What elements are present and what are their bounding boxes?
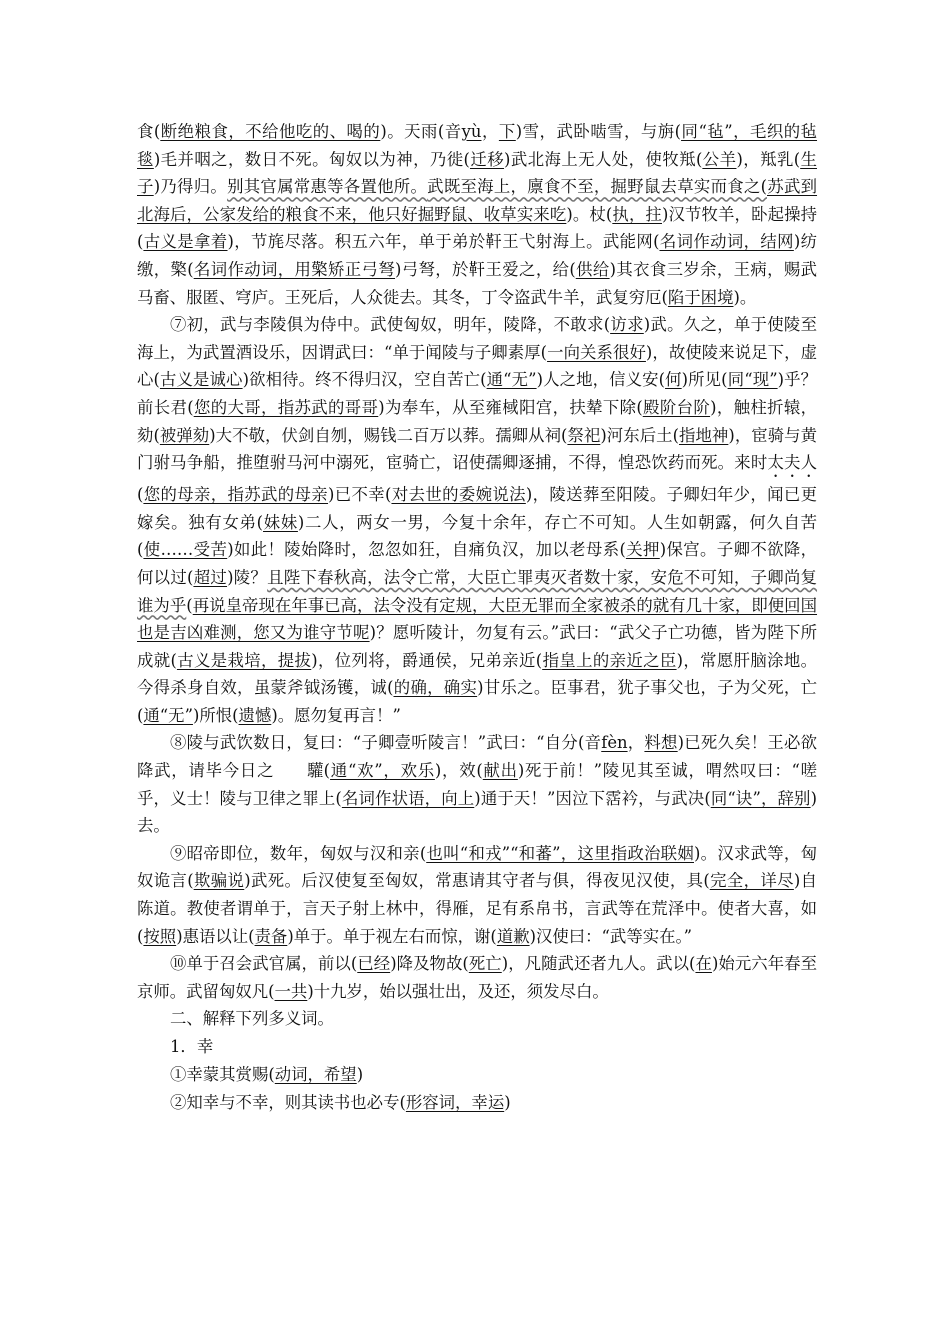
passage-text: )汉使曰：“武等实在。” <box>529 926 693 946</box>
passage-text: )陵？ <box>227 567 268 587</box>
passage-text: ， <box>481 122 499 141</box>
passage-text: )，凡随武还者九人。武以( <box>501 954 696 974</box>
gloss-note: 妹妹 <box>263 512 298 532</box>
gloss-note: 通“无” <box>486 370 537 390</box>
example-text: ②知幸与不幸，则其读书也必专( <box>170 1093 406 1113</box>
gloss-note: 名词作动词，用檠矫正弓弩 <box>193 259 396 279</box>
passage-text: )。杖( <box>566 204 613 224</box>
passage-text: )，常愿肝脑涂地。今得杀身自效，虽蒙斧钺汤镬，诚( <box>137 650 817 698</box>
passage-text: ( <box>137 485 144 505</box>
passage-text: )，宦骑与黄门驸马争船，推堕驸马河中溺死，宦骑亡，诏使孺卿逐捕，不得，惶恐饮药而死。来时 <box>137 425 817 473</box>
passage-text: )，效( <box>434 761 483 781</box>
gloss-note: 古义是拿着 <box>143 232 228 252</box>
section-heading: 二、解释下列多义词。 <box>170 1009 334 1029</box>
gloss-note: 被弹劾 <box>159 425 210 445</box>
gloss-note: 的确，确实 <box>393 678 478 698</box>
gloss-note: 超过 <box>193 567 228 587</box>
emphasized-term: 太夫人 <box>767 453 818 473</box>
passage-text: ⑧陵与武饮数日，复曰：“子卿壹听陵言！”武曰：“自分(音 <box>170 733 602 753</box>
passage-text: ⑨昭帝即位，数年，匈奴与汉和亲( <box>170 843 427 863</box>
passage-text: ( <box>186 595 193 615</box>
passage-text: )，羝乳( <box>736 149 801 169</box>
vocab-example-1 <box>137 1061 817 1089</box>
example-note: 形容词，幸运 <box>405 1093 505 1113</box>
passage-text: )毛并咽之，数日不死。匈奴以为神，乃徙( <box>153 149 470 169</box>
gloss-note: 您的大哥，指苏武的哥哥 <box>193 397 379 417</box>
paragraph-9 <box>137 840 817 950</box>
key-sentence: 武既至海上，廪食不至，掘野鼠去草实而食之( <box>427 177 767 197</box>
gloss-note: 道歉 <box>496 926 530 946</box>
key-sentence: 且陛下春秋高，法令亡常，大臣亡罪夷灭者数十家，安危不可知，子卿尚复谁为乎 <box>137 567 818 615</box>
passage-text: )纺缴，檠( <box>137 232 817 279</box>
vocab-item-title: 1．幸 <box>170 1037 214 1057</box>
gloss-note: 访求 <box>610 315 644 335</box>
passage-text: )惠语以让( <box>176 926 255 946</box>
gloss-note: 迁移 <box>469 149 505 169</box>
passage-text: )死于前！”陵见其至诚，喟然叹曰：“嗟乎，义士！陵与卫律之罪上( <box>137 761 818 808</box>
passage-text: )乎？前长君( <box>137 370 818 417</box>
passage-text: )去。 <box>137 788 818 836</box>
page-content <box>137 118 817 1117</box>
passage-text: )保宫。子卿不欲降，何以过( <box>137 540 818 587</box>
paragraph-10 <box>137 950 817 1005</box>
passage-text: )雪，武卧啮雪，与旃( <box>515 122 682 141</box>
paragraph-6-continued <box>137 118 817 311</box>
gloss-note: 欺骗说 <box>193 871 245 891</box>
passage-text: )武死。后汉使复至匈奴，常惠请其守者与俱，得夜见汉使，具( <box>244 871 710 891</box>
gloss-note: 通“无” <box>143 705 193 725</box>
gloss-note: fèn <box>601 733 628 753</box>
passage-text: )如此！陵始降时，忽忽如狂，自痛负汉，加以老母系( <box>227 540 626 560</box>
passage-text: )大不敬，伏剑自刎，赐钱二百万以葬。孺卿从祠( <box>209 425 568 445</box>
gloss-note: 完全，详尽 <box>709 871 794 891</box>
gloss-note: 通“欢”，欢乐 <box>330 761 435 781</box>
gloss-note: 按照 <box>143 926 177 946</box>
passage-text: )河东后土( <box>600 425 679 445</box>
gloss-note: 执，拄 <box>612 204 662 224</box>
passage-text: )始元六年春至京师。武留匈奴凡( <box>137 954 817 1001</box>
passage-text: )。天雨(音 <box>380 122 462 141</box>
passage-text: )为奉车，从至雍棫阳宫，扶辇下除( <box>378 397 643 417</box>
gloss-note: 同“现” <box>727 370 778 390</box>
passage-text: ⑩单于召会武官属，前以( <box>170 954 358 974</box>
gloss-note: 您的母亲，指苏武的母亲 <box>143 485 329 505</box>
gloss-note: 死亡 <box>468 954 502 974</box>
gloss-note: 殿阶台阶 <box>642 397 711 417</box>
gloss-note: 祭祀 <box>567 425 601 445</box>
passage-text: )武北海上无人处，使牧羝( <box>504 149 703 169</box>
paragraph-7 <box>137 311 817 729</box>
gloss-note: 名词作状语，向上 <box>341 788 475 808</box>
example-text: ①幸蒙其赏赐( <box>170 1065 275 1085</box>
gloss-note: 责备 <box>254 926 288 946</box>
passage-text: )，陵送葬至阳陵。子卿妇年少，闻已更嫁矣。独有女弟( <box>137 485 817 532</box>
example-close: ) <box>504 1093 511 1113</box>
passage-text: )乃得归。 <box>153 177 228 197</box>
vocab-example-2 <box>137 1089 817 1117</box>
gloss-note: 献出 <box>482 761 518 781</box>
gloss-note: 古义是栽培，提拔 <box>176 650 312 670</box>
passage-text: )所恨( <box>192 705 239 725</box>
passage-text: )，触柱折辕，劾( <box>137 397 817 445</box>
passage-text: )已死久矣！王必欲降武，请毕今日之 <box>137 733 817 781</box>
passage-text: )？愿听陵计，勿复有云。”武曰：“武父子亡功德，皆为陛下所成就( <box>137 623 817 670</box>
gloss-note: 遗憾 <box>238 705 272 725</box>
gloss-note: 再说皇帝现在年事已高，法令没有定规，大臣无罪而全家被杀的就有几十家，即便回国也是吉凶难测，您又为谁守节呢 <box>137 595 818 643</box>
passage-text: )。 <box>733 287 757 307</box>
passage-text: )。愿勿复再言！” <box>271 705 401 725</box>
gloss-note: 下 <box>498 122 516 141</box>
gloss-note: 公羊 <box>702 149 737 169</box>
gloss-note: 也叫“和戎”“和蕃”，这里指政治联姻 <box>426 843 694 863</box>
gloss-note: 供给 <box>575 259 610 279</box>
passage-text: ( <box>323 761 331 781</box>
gloss-note: 料想 <box>644 733 678 753</box>
gloss-note: 在 <box>695 954 712 974</box>
gloss-note: 生子 <box>137 149 818 197</box>
gloss-note: 断绝粮食，不给他吃的、喝的 <box>160 122 381 141</box>
passage-text: )自陈道。教使者谓单于，言天子射上林中，得雁，足有系帛书，言武等在荒泽中。使者大喜，如( <box>137 871 818 946</box>
passage-text: 食( <box>137 122 161 141</box>
passage-text: )已不幸( <box>328 485 392 505</box>
gloss-note: 已经 <box>357 954 391 974</box>
gloss-note: 使……受苦 <box>143 540 228 560</box>
gloss-note: 一共 <box>274 981 308 1001</box>
passage-text: )其衣食三岁余，王病，赐武马畜、服匿、穹庐。王死后，人众徙去。其冬，丁令盗武牛羊，武复穷厄( <box>137 259 818 307</box>
gloss-note: 对去世的委婉说法 <box>391 485 526 505</box>
example-note: 动词，希望 <box>274 1065 357 1085</box>
variant-character: 驩 <box>307 761 324 781</box>
gloss-note: 指地神 <box>678 425 729 445</box>
gloss-note: 指皇上的亲近之臣 <box>542 650 677 670</box>
passage-text: )，位列将，爵通侯，兄弟亲近( <box>311 650 543 670</box>
passage-text: )，故使陵来说足下，虚心( <box>137 342 817 390</box>
passage-text: )，节旄尽落。积五六年，单于弟於靬王弋射海上。武能网( <box>227 232 660 252</box>
passage-text: )汉节牧羊，卧起操持( <box>137 204 818 252</box>
paragraph-8 <box>137 729 817 839</box>
passage-text: ⑦初，武与李陵俱为侍中。武使匈奴，明年，陵降，不敢求( <box>170 315 611 335</box>
passage-text: ， <box>627 733 645 753</box>
gloss-note: 陷于困境 <box>667 287 734 307</box>
passage-text: )弓弩，於靬王爱之，给( <box>395 259 576 279</box>
passage-text: )降及物故( <box>390 954 469 974</box>
gloss-note: yù <box>461 122 482 141</box>
passage-text: )十九岁，始以强壮出，及还，须发尽白。 <box>307 981 609 1001</box>
passage-text: )。汉求武等，匈奴诡言( <box>137 843 817 891</box>
passage-text: )单于。单于视左右而惊，谢( <box>287 926 497 946</box>
passage-text: )甘乐之。臣事君，犹子事父也，子为父死，亡( <box>137 678 817 725</box>
gloss-note: 一向关系很好 <box>547 342 646 362</box>
gloss-note: 关押 <box>625 540 660 560</box>
passage-text: )通于天！”因泣下霑衿，与武决( <box>474 788 711 808</box>
key-sentence: 别其官属常惠等各置他所。 <box>227 177 428 197</box>
passage-text: )二人，两女一男，今复十余年，存亡不可知。人生如朝露，何久自苦( <box>137 512 817 560</box>
passage-text: )人之地，信义安( <box>536 370 666 390</box>
gloss-note: 同“毡”，毛织的毡毯 <box>137 122 818 169</box>
gloss-note: 同“诀”，辞别 <box>710 788 811 808</box>
passage-text: )武。久之，单于使陵至海上，为武置酒设乐，因谓武曰：“单于闻陵与子卿素厚( <box>137 315 817 362</box>
example-close: ) <box>356 1065 364 1085</box>
gloss-note: 何 <box>665 370 682 390</box>
gloss-note: 古义是诚心 <box>159 370 243 390</box>
passage-text: )所见( <box>681 370 728 390</box>
passage-text: )欲相待。终不得归汉，空自苦亡( <box>242 370 487 390</box>
gloss-note: 名词作动词，结网 <box>659 232 794 252</box>
gloss-note: 苏武到北海后，公家发给的粮食不来，他只好掘野鼠、收草实来吃 <box>137 177 818 224</box>
